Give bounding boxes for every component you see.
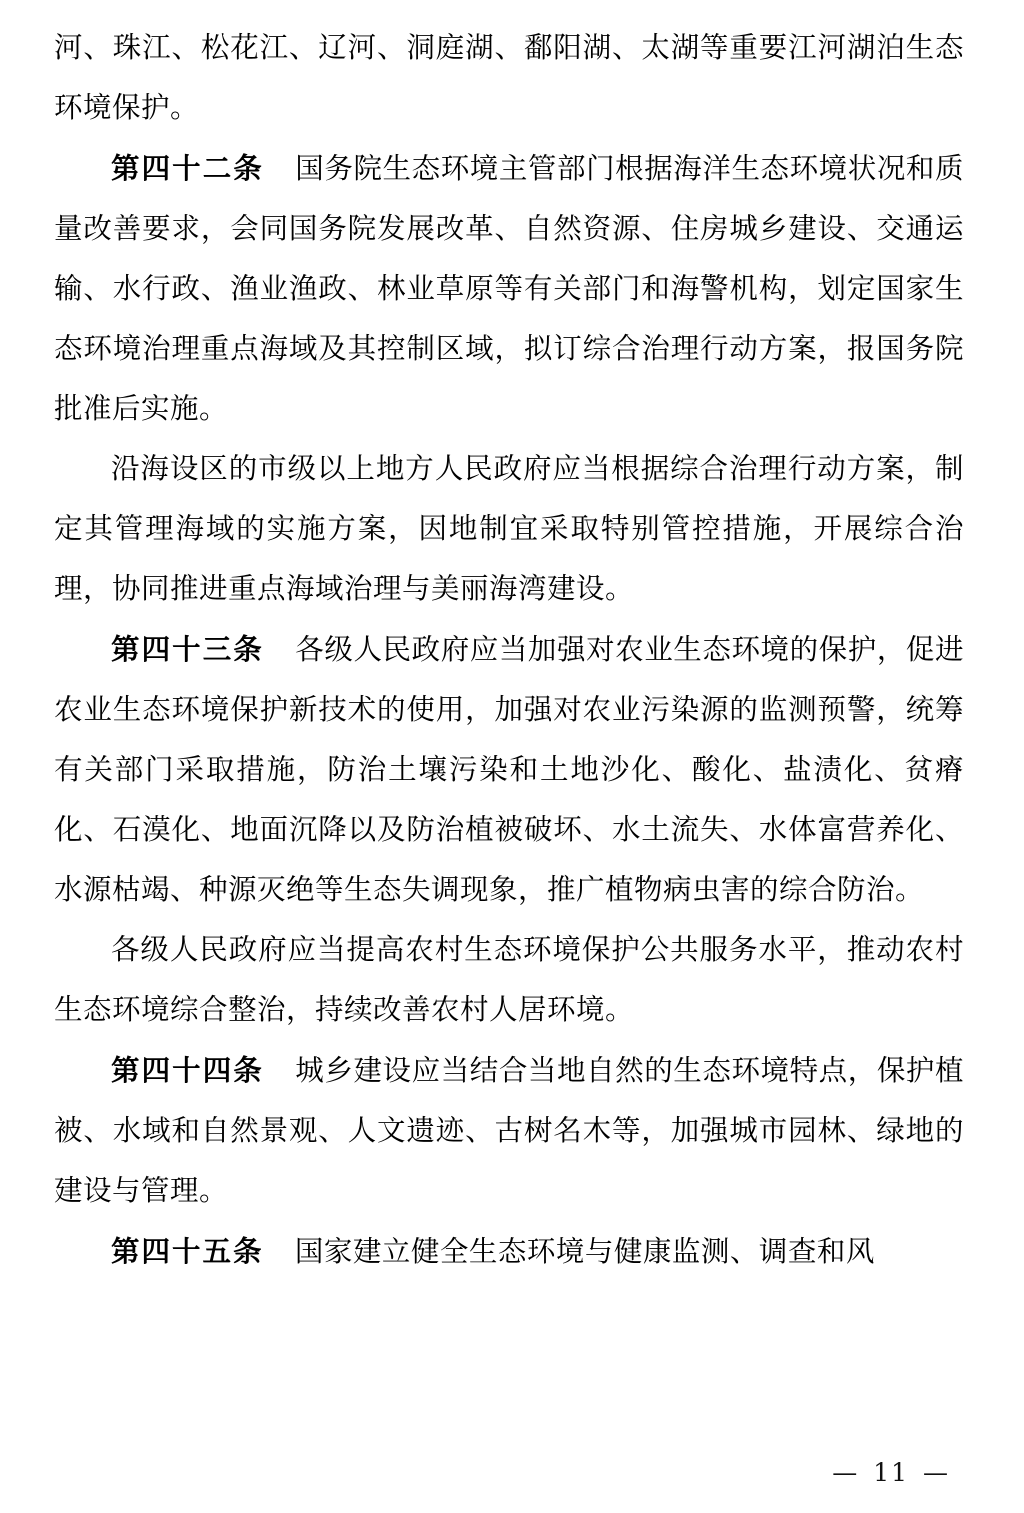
page-body xyxy=(54,18,964,1282)
footer-dash-right: — xyxy=(923,1458,950,1487)
paragraph-text: 沿海设区的市级以上地方人民政府应当根据综合治理行动方案，制定其管理海域的实施方案，因地制宜采取特别管控措施，开展综合治理，协同推进重点海域治理与美丽海湾建设。 xyxy=(54,452,964,605)
footer-dash-left: — xyxy=(832,1458,860,1487)
paragraph-continuation xyxy=(54,18,964,138)
article-42-subparagraph xyxy=(54,439,964,619)
page-number: 11 xyxy=(873,1458,909,1487)
paragraph-text: 各级人民政府应当提高农村生态环境保护公共服务水平，推动农村生态环境综合整治，持续改善农村人居环境。 xyxy=(54,933,964,1026)
paragraph-text: 国家建立健全生态环境与健康监测、调查和风 xyxy=(294,1235,875,1268)
paragraph-text: 国务院生态环境主管部门根据海洋生态环境状况和质量改善要求，会同国务院发展改革、自然资源、住房城乡建设、交通运输、水行政、渔业渔政、林业草原等有关部门和海警机构，划定国家生态环境治理重点海域及其控制区域，拟订综合治理行动方案，报国务院批准后实施。 xyxy=(54,152,964,425)
article-43 xyxy=(54,619,964,920)
article-label: 第四十三条 xyxy=(111,632,264,666)
article-45 xyxy=(54,1221,964,1282)
article-label: 第四十四条 xyxy=(111,1053,264,1087)
article-label: 第四十二条 xyxy=(111,151,264,185)
article-label: 第四十五条 xyxy=(111,1234,264,1268)
paragraph-text: 河、珠江、松花江、辽河、洞庭湖、鄱阳湖、太湖等重要江河湖泊生态环境保护。 xyxy=(54,31,964,124)
article-42 xyxy=(54,138,964,439)
article-43-subparagraph xyxy=(54,920,964,1040)
page-footer xyxy=(0,1458,964,1487)
paragraph-text: 各级人民政府应当加强对农业生态环境的保护，促进农业生态环境保护新技术的使用，加强对农业污染源的监测预警，统筹有关部门采取措施，防治土壤污染和土地沙化、酸化、盐渍化、贫瘠化、石漠化、地面沉降以及防治植被破坏、水土流失、水体富营养化、水源枯竭、种源灭绝等生态失调现象，推广植物病虫害的综合防治。 xyxy=(54,633,964,906)
paragraph-text: 城乡建设应当结合当地自然的生态环境特点，保护植被、水域和自然景观、人文遗迹、古树名木等，加强城市园林、绿地的建设与管理。 xyxy=(54,1054,964,1207)
article-44 xyxy=(54,1040,964,1221)
